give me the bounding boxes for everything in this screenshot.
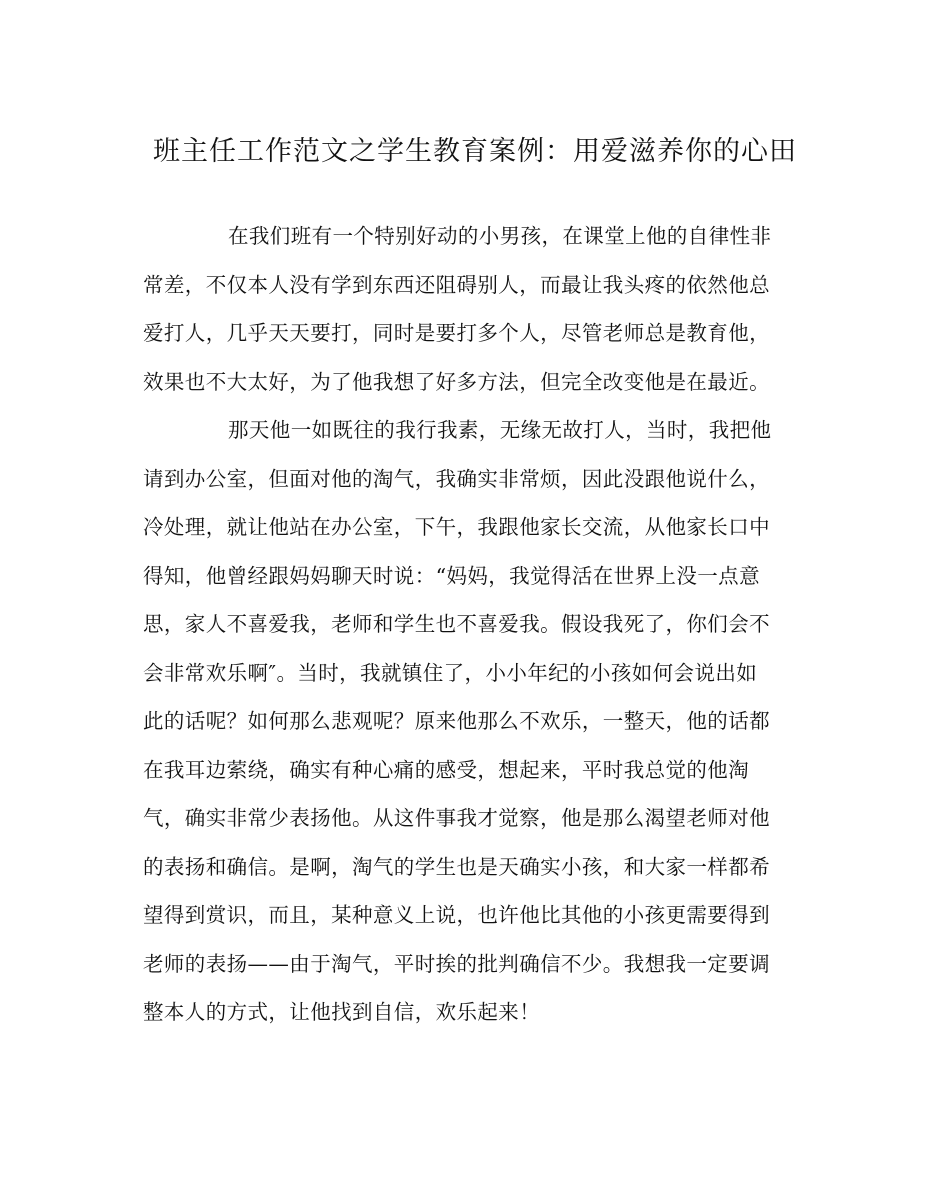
paragraph-2-line-3: 冷处理，就让他站在办公室，下午，我跟他家长交流，从他家长口中 <box>143 515 770 539</box>
paragraph-2-line-1: 那天他一如既往的我行我素，无缘无故打人，当时，我把他 <box>228 418 772 442</box>
paragraph-2-line-12: 老师的表扬——由于淘气，平时挨的批判确信不少。我想我一定要调 <box>143 951 770 976</box>
paragraph-1-line-3: 爱打人，几乎天天要打，同时是要打多个人，尽管老师总是教育他， <box>143 321 770 345</box>
document-title: 班主任工作范文之学生教育案例：用爱滋养你的心田 <box>153 136 797 167</box>
paragraph-2-line-10: 的表扬和确信。是啊，淘气的学生也是天确实小孩，和大家一样都希 <box>143 854 770 879</box>
paragraph-2-line-6: 会非常欢乐啊″。当时，我就镇住了，小小年纪的小孩如何会说出如 <box>143 660 758 685</box>
paragraph-1-line-2: 常差，不仅本人没有学到东西还阻碍别人，而最让我头疼的依然他总 <box>143 272 770 297</box>
paragraph-1-line-4: 效果也不大太好，为了他我想了好多方法，但完全改变他是在最近。 <box>143 369 770 394</box>
document-body <box>143 220 803 1045</box>
paragraph-2-line-5: 思，家人不喜爱我，老师和学生也不喜爱我。假设我死了，你们会不 <box>143 612 770 636</box>
paragraph-2-line-9: 气，确实非常少表扬他。从这件事我才觉察，他是那么渴望老师对他 <box>143 806 770 830</box>
paragraph-2-line-13: 整本人的方式，让他找到自信，欢乐起来！ <box>143 1000 541 1024</box>
paragraph-2-line-7: 此的话呢？如何那么悲观呢？原来他那么不欢乐，一整天，他的话都 <box>143 709 770 733</box>
paragraph-2-line-8: 在我耳边萦绕，确实有种心痛的感受，想起来，平时我总觉的他淘 <box>143 757 750 782</box>
paragraph-2-line-11: 望得到赏识，而且，某种意义上说，也许他比其他的小孩更需要得到 <box>143 903 770 927</box>
paragraph-2-line-4: 得知，他曾经跟妈妈聊天时说：“妈妈，我觉得活在世界上没一点意 <box>143 563 760 588</box>
paragraph-2-line-2: 请到办公室，但面对他的淘气，我确实非常烦，因此没跟他说什么， <box>143 466 770 491</box>
paragraph-1-line-1: 在我们班有一个特别好动的小男孩，在课堂上他的自律性非 <box>228 224 772 248</box>
